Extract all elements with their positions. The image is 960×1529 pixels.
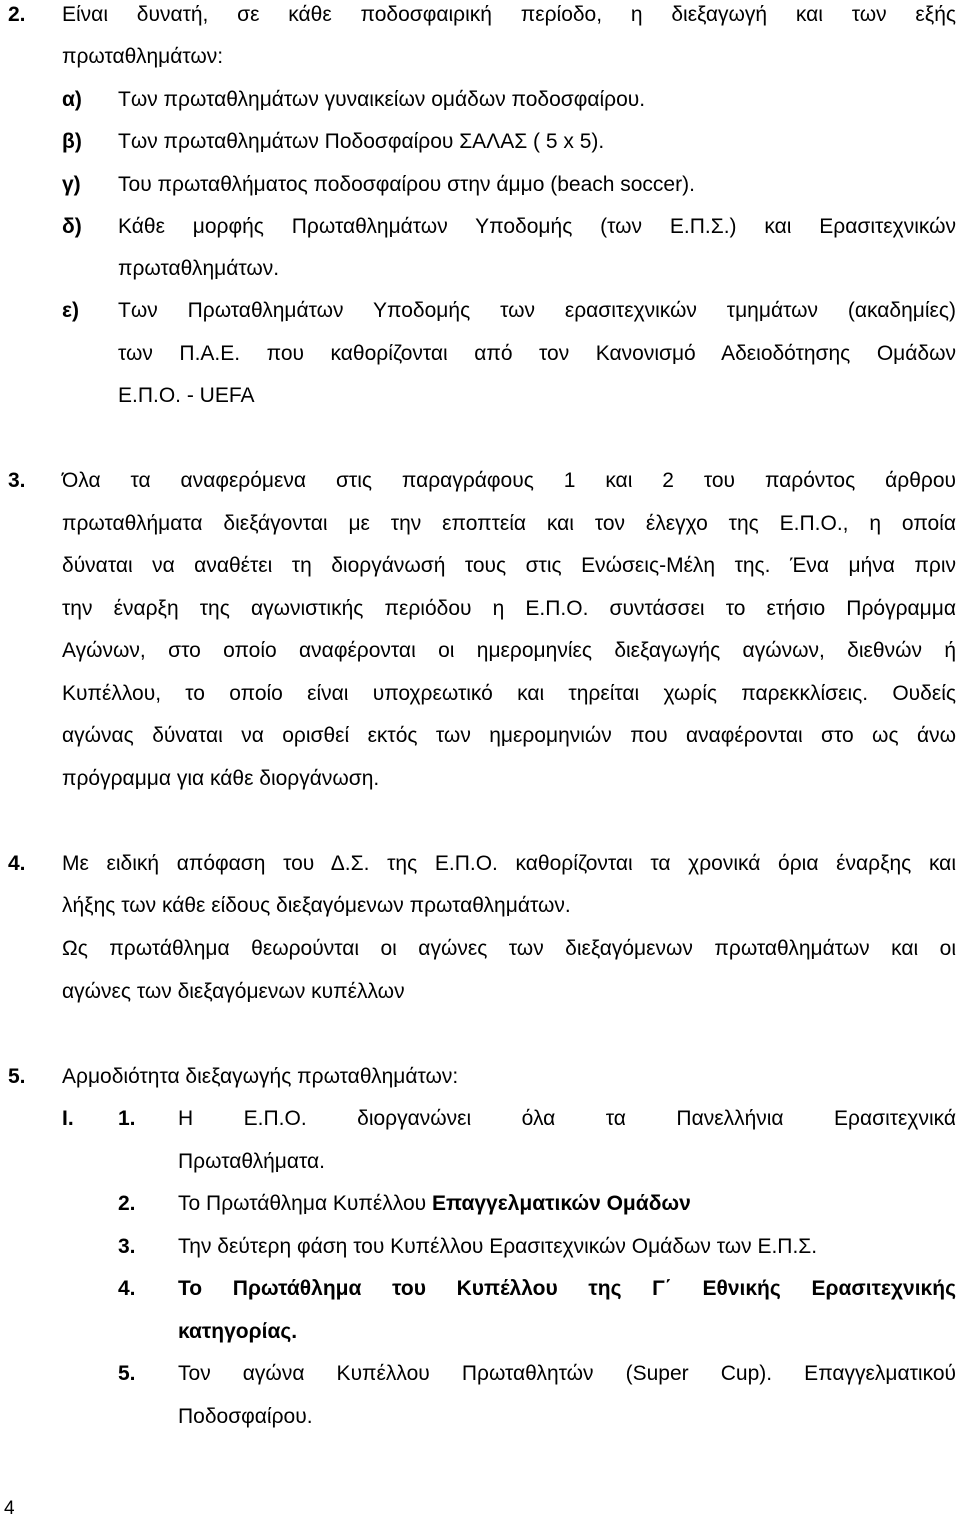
sub-item-1-line-1: Η Ε.Π.Ο. διοργανώνει όλα τα Πανελλήνια Ερασιτεχνικά [178, 1107, 956, 1130]
section-3-line-1: Όλα τα αναφερόμενα στις παραγράφους 1 και 2 του παρόντος άρθρου [62, 469, 956, 492]
sub-item-5-line-2: Ποδοσφαίρου. [178, 1405, 313, 1428]
page-number: 4 [4, 1498, 15, 1519]
sub-item-1-number: 1. [118, 1107, 136, 1130]
section-4-line-1: Με ειδική απόφαση του Δ.Σ. της Ε.Π.Ο. καθορίζονται τα χρονικά όρια έναρξης και [62, 852, 956, 875]
section-2-number: 2. [8, 3, 26, 26]
sub-item-5-line-1: Τον αγώνα Κυπέλλου Πρωταθλητών (Super Cup). Επαγγελματικού [178, 1362, 956, 1385]
sub-item-3-text: Την δεύτερη φάση του Κυπέλλου Ερασιτεχνικών Ομάδων των Ε.Π.Σ. [178, 1235, 818, 1258]
section-2-intro-line-1: Είναι δυνατή, σε κάθε ποδοσφαιρική περίοδο, η διεξαγωγή και των εξής [62, 3, 956, 26]
section-3-line-5: Αγώνων, στο οποίο αναφέρονται οι ημερομηνίες διεξαγωγής αγώνων, διεθνών ή [62, 639, 956, 662]
item-epsilon-letter: ε) [62, 299, 79, 322]
section-4-line-2: λήξης των κάθε είδους διεξαγόμενων πρωταθλημάτων. [62, 894, 571, 917]
sub-item-3-number: 3. [118, 1235, 136, 1258]
item-delta-letter: δ) [62, 215, 82, 238]
item-epsilon-text-line-2: των Π.Α.Ε. που καθορίζονται από τον Κανονισμό Αδειοδότησης Ομάδων [118, 342, 956, 365]
item-delta-text-line-2: πρωταθλημάτων. [118, 257, 280, 280]
section-5-roman-numeral: I. [62, 1107, 74, 1130]
section-3-line-4: την έναρξη της αγωνιστικής περιόδου η Ε.Π.Ο. συντάσσει το ετήσιο Πρόγραμμα [62, 597, 956, 620]
sub-item-4-line-1: Το Πρωτάθλημα του Κυπέλλου της Γ΄ Εθνικής Ερασιτεχνικής [178, 1277, 956, 1300]
item-delta-text-line-1: Κάθε μορφής Πρωταθλημάτων Υποδομής (των Ε.Π.Σ.) και Ερασιτεχνικών [118, 215, 956, 238]
section-5-title: Αρμοδιότητα διεξαγωγής πρωταθλημάτων: [62, 1065, 459, 1088]
sub-item-1-line-2: Πρωταθλήματα. [178, 1150, 326, 1173]
section-4-number: 4. [8, 852, 26, 875]
sub-item-4-number: 4. [118, 1277, 136, 1300]
section-3-line-3: δύναται να αναθέτει τη διοργάνωσή τους στις Ενώσεις-Μέλη της. Ένα μήνα πριν [62, 554, 956, 577]
item-gamma-letter: γ) [62, 173, 81, 196]
section-2-intro-line-2: πρωταθλημάτων: [62, 45, 224, 68]
sub-item-2-number: 2. [118, 1192, 136, 1215]
sub-item-5-number: 5. [118, 1362, 136, 1385]
item-alpha-text: Των πρωταθλημάτων γυναικείων ομάδων ποδοσφαίρου. [118, 88, 646, 111]
section-3-line-7: αγώνας δύναται να ορισθεί εκτός των ημερομηνιών που αναφέρονται στο ως άνω [62, 724, 956, 747]
sub-item-2-text [178, 1191, 691, 1217]
sub-item-2-plain-text: Το Πρωτάθλημα Κυπέλλου [178, 1192, 432, 1215]
item-beta-letter: β) [62, 130, 82, 153]
section-3-line-6: Κυπέλλου, το οποίο είναι υποχρεωτικό και τηρείται χωρίς παρεκκλίσεις. Ουδείς [62, 682, 956, 705]
section-3-line-8: πρόγραμμα για κάθε διοργάνωση. [62, 767, 380, 790]
section-3-line-2: πρωταθλήματα διεξάγονται με την εποπτεία και τον έλεγχο της Ε.Π.Ο., η οποία [62, 512, 956, 535]
section-4-line-3: Ως πρωτάθλημα θεωρούνται οι αγώνες των διεξαγόμενων πρωταθλημάτων και οι [62, 937, 956, 960]
sub-item-4-line-2: κατηγορίας. [178, 1320, 298, 1343]
item-gamma-text: Του πρωταθλήματος ποδοσφαίρου στην άμμο (beach soccer). [118, 173, 695, 196]
section-5-number: 5. [8, 1065, 26, 1088]
sub-item-2-bold-text: Επαγγελματικών Ομάδων [431, 1192, 691, 1215]
section-4-line-4: αγώνες των διεξαγόμενων κυπέλλων [62, 980, 405, 1003]
item-beta-text: Των πρωταθλημάτων Ποδοσφαίρου ΣΑΛΑΣ ( 5 x 5). [118, 130, 605, 153]
item-alpha-letter: α) [62, 88, 82, 111]
item-epsilon-text-line-1: Των Πρωταθλημάτων Υποδομής των ερασιτεχνικών τμημάτων (ακαδημίες) [118, 299, 956, 322]
section-3-number: 3. [8, 469, 26, 492]
item-epsilon-text-line-3: Ε.Π.Ο. - UEFA [118, 384, 255, 407]
